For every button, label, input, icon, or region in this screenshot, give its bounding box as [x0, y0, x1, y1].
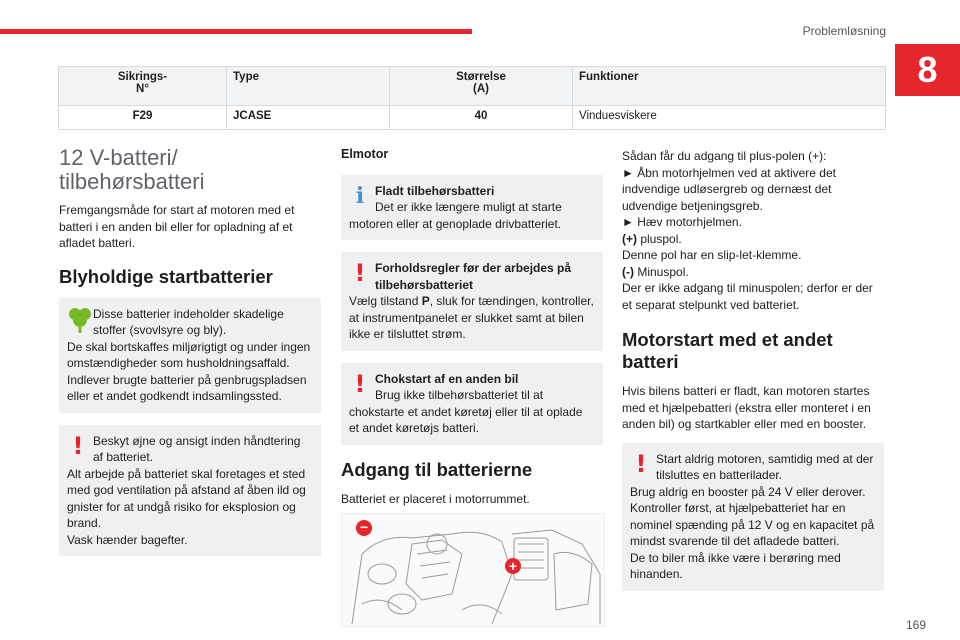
- jump-start-text: Hvis bilens batteri er fladt, kan motoren startes med et hjælpebatteri (ekstra eller monteret i en anden bil) og startkabler eller med en booster.: [622, 384, 871, 431]
- exclamation-icon: !: [72, 431, 84, 460]
- table-header-functions: Funktioner: [573, 67, 886, 106]
- plus-pole-desc: Denne pol har en slip-let-klemme.: [622, 248, 802, 262]
- exclamation-icon: !: [354, 369, 366, 398]
- table-cell: 40: [390, 106, 573, 130]
- warning-title: Chokstart af en anden bil: [375, 371, 519, 386]
- info-box: [341, 175, 603, 241]
- column-right: [622, 148, 884, 603]
- engine-bay-illustration: [341, 513, 605, 627]
- battery-location-text: Batteriet er placeret i motorrummet.: [341, 491, 530, 506]
- warning-lead: Brug ikke tilbehørsbatteriet til at: [375, 388, 544, 402]
- table-row: [59, 106, 886, 130]
- warning-box: [341, 252, 603, 351]
- warning-box: [622, 443, 884, 591]
- eco-note-box: [59, 298, 321, 413]
- minus-pole-label: (-) Minuspol.: [622, 264, 689, 279]
- section-heading: 12 V-batteri/ tilbehørsbatteri: [59, 145, 205, 194]
- exclamation-icon: !: [354, 259, 366, 287]
- warning-lead: Beskyt øjne og ansigt inden håndtering af batteriet.: [93, 433, 301, 464]
- table-header-size: Størrelse (A): [390, 67, 573, 106]
- table-cell: F29: [59, 106, 227, 130]
- chapter-tab: 8: [895, 44, 960, 96]
- subsection-heading: Adgang til batterierne: [341, 458, 533, 480]
- warning-title: Forholdsregler før der arbejdes på tilbehørsbatteriet: [375, 261, 572, 292]
- warning-box: [341, 363, 603, 445]
- column-middle: [341, 146, 603, 627]
- info-title: Fladt tilbehørsbatteri: [375, 183, 495, 198]
- warning-lead: Start aldrig motoren, samtidig med at der tilsluttes en batterilader.: [656, 451, 874, 482]
- warning-text: Brug aldrig en booster på 24 V eller derover. Kontroller først, at hjælpebatteriet har en nominel spænding på 12 V og en kapacitet på mindst svarende til det afladede batteri. De to biler må ikke være i berøring med hinanden.: [630, 484, 875, 581]
- warning-box: [59, 425, 321, 557]
- warning-text: Vælg tilstand P, sluk for tændingen, kontroller, at instrumentpanelet er slukket samt at bilen ikke er tilsluttet strøm.: [349, 294, 594, 341]
- plus-pole-label: (+) pluspol.: [622, 231, 682, 246]
- page-number: 169: [905, 618, 926, 632]
- column-left: [59, 146, 321, 568]
- eco-note-lead: Disse batterier indeholder skadelige stoffer (svovlsyre og bly).: [93, 306, 284, 337]
- subsection-heading: Blyholdige startbatterier: [59, 265, 273, 287]
- info-icon: i: [355, 182, 365, 209]
- plus-access-intro: Sådan får du adgang til plus-polen (+):: [622, 149, 827, 163]
- fuse-table: [58, 66, 886, 130]
- minus-terminal-icon: −: [356, 520, 372, 536]
- engine-drawing: [342, 514, 604, 626]
- warning-text: Alt arbejde på batteriet skal foretages et sted med god ventilation på afstand af åben ild og gnister for at undgå risiko for eksplosion og brand. Vask hænder bagefter.: [67, 466, 306, 547]
- subsection-heading: Motorstart med et andet batteri: [622, 329, 833, 372]
- info-text: motoren eller at genoplade drivbatteriet.: [349, 216, 562, 231]
- step-raise-bonnet: ► Hæv motorhjelmen.: [622, 215, 742, 229]
- plus-terminal-icon: +: [505, 558, 521, 574]
- minus-pole-desc: Der er ikke adgang til minuspolen; derfor er der et separat stelpunkt ved batteriet.: [622, 281, 873, 312]
- leaf-icon: [67, 306, 89, 332]
- table-cell: JCASE: [227, 106, 390, 130]
- intro-text: Fremgangsmåde for start af motoren med et batteri i en anden bil eller for opladning af et afladet batteri.: [59, 203, 295, 250]
- exclamation-icon: !: [635, 449, 647, 478]
- table-header-type: Type: [227, 67, 390, 106]
- info-lead: Det er ikke længere muligt at starte: [375, 200, 562, 214]
- section-heading: Elmotor: [341, 147, 389, 161]
- eco-note-text: De skal bortskaffes miljørigtigt og under ingen omstændigheder som husholdningsaffald. Indlever brugte batterier på genbrugspladsen eller et andet godkendt indsamlingssted.: [67, 339, 311, 403]
- table-header-fuse-no: Sikrings- N°: [59, 67, 227, 106]
- table-cell: Vinduesviskere: [573, 106, 886, 130]
- warning-text: chokstarte et andet køretøj eller til at oplade et andet køretøjs batteri.: [349, 404, 583, 435]
- section-title: Problemløsning: [802, 24, 886, 38]
- step-open-bonnet: ► Åbn motorhjelmen ved at aktivere det indvendige udløsergreb og dernæst det udvendige betjeningsgreb.: [622, 165, 836, 213]
- header-bar: [0, 29, 472, 34]
